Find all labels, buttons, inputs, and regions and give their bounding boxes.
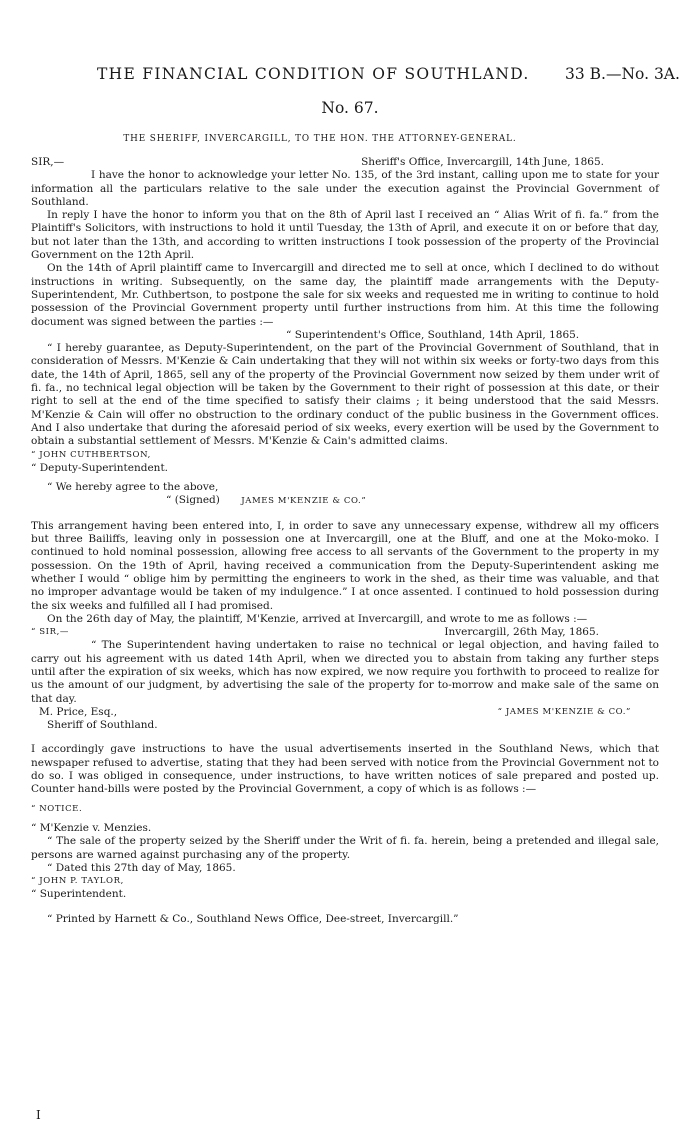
notice-signer-title: “ Superintendent. — [31, 888, 127, 901]
letter-addressing: THE SHERIFF, INVERCARGILL, TO THE HON. THE ATTORNEY-GENERAL. — [123, 134, 517, 144]
paragraph-2: In reply I have the honor to inform you that on the 8th of April last I received an “ Alias Writ of fi. fa.” from the Plaintiff's Solicitors, with instructions to hold it until Tuesday, the 13th of April, and execute it on or before that day, but not later than the 13th, and according to written instructions I took possession of the property of the Provincial Government on the 12th April. — [31, 209, 659, 262]
notice-heading: “ NOTICE. — [31, 803, 83, 814]
letter-dateline: Invercargill, 26th May, 1865. — [444, 626, 599, 639]
signed-row — [31, 494, 659, 508]
notice-case: “ M'Kenzie v. Menzies. — [31, 821, 152, 834]
notice-text: “ The sale of the property seized by the Sheriff under the Writ of fi. fa. herein, being a pretended and illegal sale, persons are warned against purchasing any of the property. — [31, 835, 659, 861]
office-dateline: Sheriff's Office, Invercargill, 14th June, 1865. — [361, 156, 604, 168]
letter-text: “ The Superintendent having undertaken to raise no technical or legal objection, and having failed to carry out his agreement with us dated 14th April, when we directed you to abstain from taking any further steps until after the expiration of six weeks, which has now expired, we now require you forthwith to proceed to realize for us the amount of our judgment, by advertising the sale of the property for to-morrow and make sale of the same on that day. — [31, 639, 659, 705]
guarantee-text: “ I hereby guarantee, as Deputy-Superintendent, on the part of the Provincial Government of Southland, that in consideration of Messrs. M'Kenzie & Cain undertaking that they will not within six weeks or forty-two days from this date, the 14th of April, 1865, sell any of the property of the Provincial Government now seized by them under writ of fi. fa., no technical legal objection will be taken by the Government to their right of possession at this date, or their right to sell at the end of the time specified to satisfy their claims ; it being understood that the said Messrs. M'Kenzie & Cain will offer no obstruction to the ordinary conduct of the public business in the Government offices. And I also undertake that during the aforesaid period of six weeks, every exertion will be used by the Government to obtain a substantial settlement of Messrs. M'Kenzie & Cain's admitted claims. — [31, 342, 659, 448]
letter-dateline-row — [31, 626, 659, 639]
letter-close-row — [31, 706, 659, 719]
signature-mark: I — [36, 1108, 41, 1122]
paragraph-4: This arrangement having been entered into, I, in order to save any unnecessary expense, withdrew all my officers but three Bailiffs, leaving only in possession one at Invercargill, one at the Bluff, and one at the Moko-moko. I continued to hold nominal possession, allowing free access to all servants of the Government to the property in my possession. On the 19th of April, having received a communication from the Deputy-Superintendent asking me whether I would “ oblige him by permitting the engineers to work in the shed, as their time was valuable, and that no improper advantage would be taken of my indulgence.” I at once assented. I continued to hold possession during the six weeks and fulfilled all I had promised. — [31, 519, 659, 612]
document-number: No. 67. — [321, 99, 379, 117]
paragraph-5: On the 26th day of May, the plaintiff, M'Kenzie, arrived at Invercargill, and wrote to me as follows :— — [47, 612, 588, 625]
paragraph-6: I accordingly gave instructions to have the usual advertisements inserted in the Southland News, which that newspaper refused to advertise, stating that they had been served with notice from the Provincial Government not to do so. I was obliged in consequence, under instructions, to have written notices of sale prepared and posted up. Counter hand-bills were posted by the Provincial Government, a copy of which is as follows :— — [31, 743, 659, 796]
salutation-row — [31, 156, 659, 169]
signed-label: “ (Signed) — [166, 494, 220, 507]
letter-salutation: “ SIR,— — [31, 627, 70, 638]
printed-by-line: “ Printed by Harnett & Co., Southland News Office, Dee-street, Invercargill.” — [47, 912, 459, 925]
guarantee-dateline: “ Superintendent's Office, Southland, 14th April, 1865. — [286, 328, 580, 341]
guarantee-signer: “ JOHN CUTHBERTSON, — [31, 449, 151, 460]
letter-body — [31, 156, 659, 926]
paragraph-1: I have the honor to acknowledge your letter No. 135, of the 3rd instant, calling upon me to state for your information all the particulars relative to the sale under the execution against the Provincial Government of Southland. — [31, 169, 659, 208]
salutation: SIR,— — [31, 156, 65, 168]
guarantee-signer-title: “ Deputy-Superintendent. — [31, 461, 169, 474]
letter-addressee: M. Price, Esq., — [39, 705, 118, 718]
running-header-ref: 33 B.—No. 3A. — [565, 65, 680, 83]
notice-date: “ Dated this 27th day of May, 1865. — [47, 861, 236, 874]
letter-addressee-title: Sheriff of Southland. — [47, 719, 158, 732]
agree-line: “ We hereby agree to the above, — [47, 481, 219, 494]
notice-signer: “ JOHN P. TAYLOR, — [31, 876, 124, 887]
letter-signer: “ JAMES M'KENZIE & CO.” — [497, 706, 631, 717]
paragraph-3: On the 14th of April plaintiff came to Invercargill and directed me to sell at once, which I declined to do without instructions in writing. Subsequently, on the same day, the plaintiff made arrangements with the Deputy-Superintendent, Mr. Cuthbertson, to postpone the sale for six weeks and requested me in writing to continue to hold possession of the Provincial Government property until further instructions from him. At this time the following document was signed between the parties :— — [31, 262, 659, 328]
running-header-title: THE FINANCIAL CONDITION OF SOUTHLAND. — [97, 65, 530, 83]
signed-name: JAMES M'KENZIE & CO.” — [241, 496, 367, 507]
